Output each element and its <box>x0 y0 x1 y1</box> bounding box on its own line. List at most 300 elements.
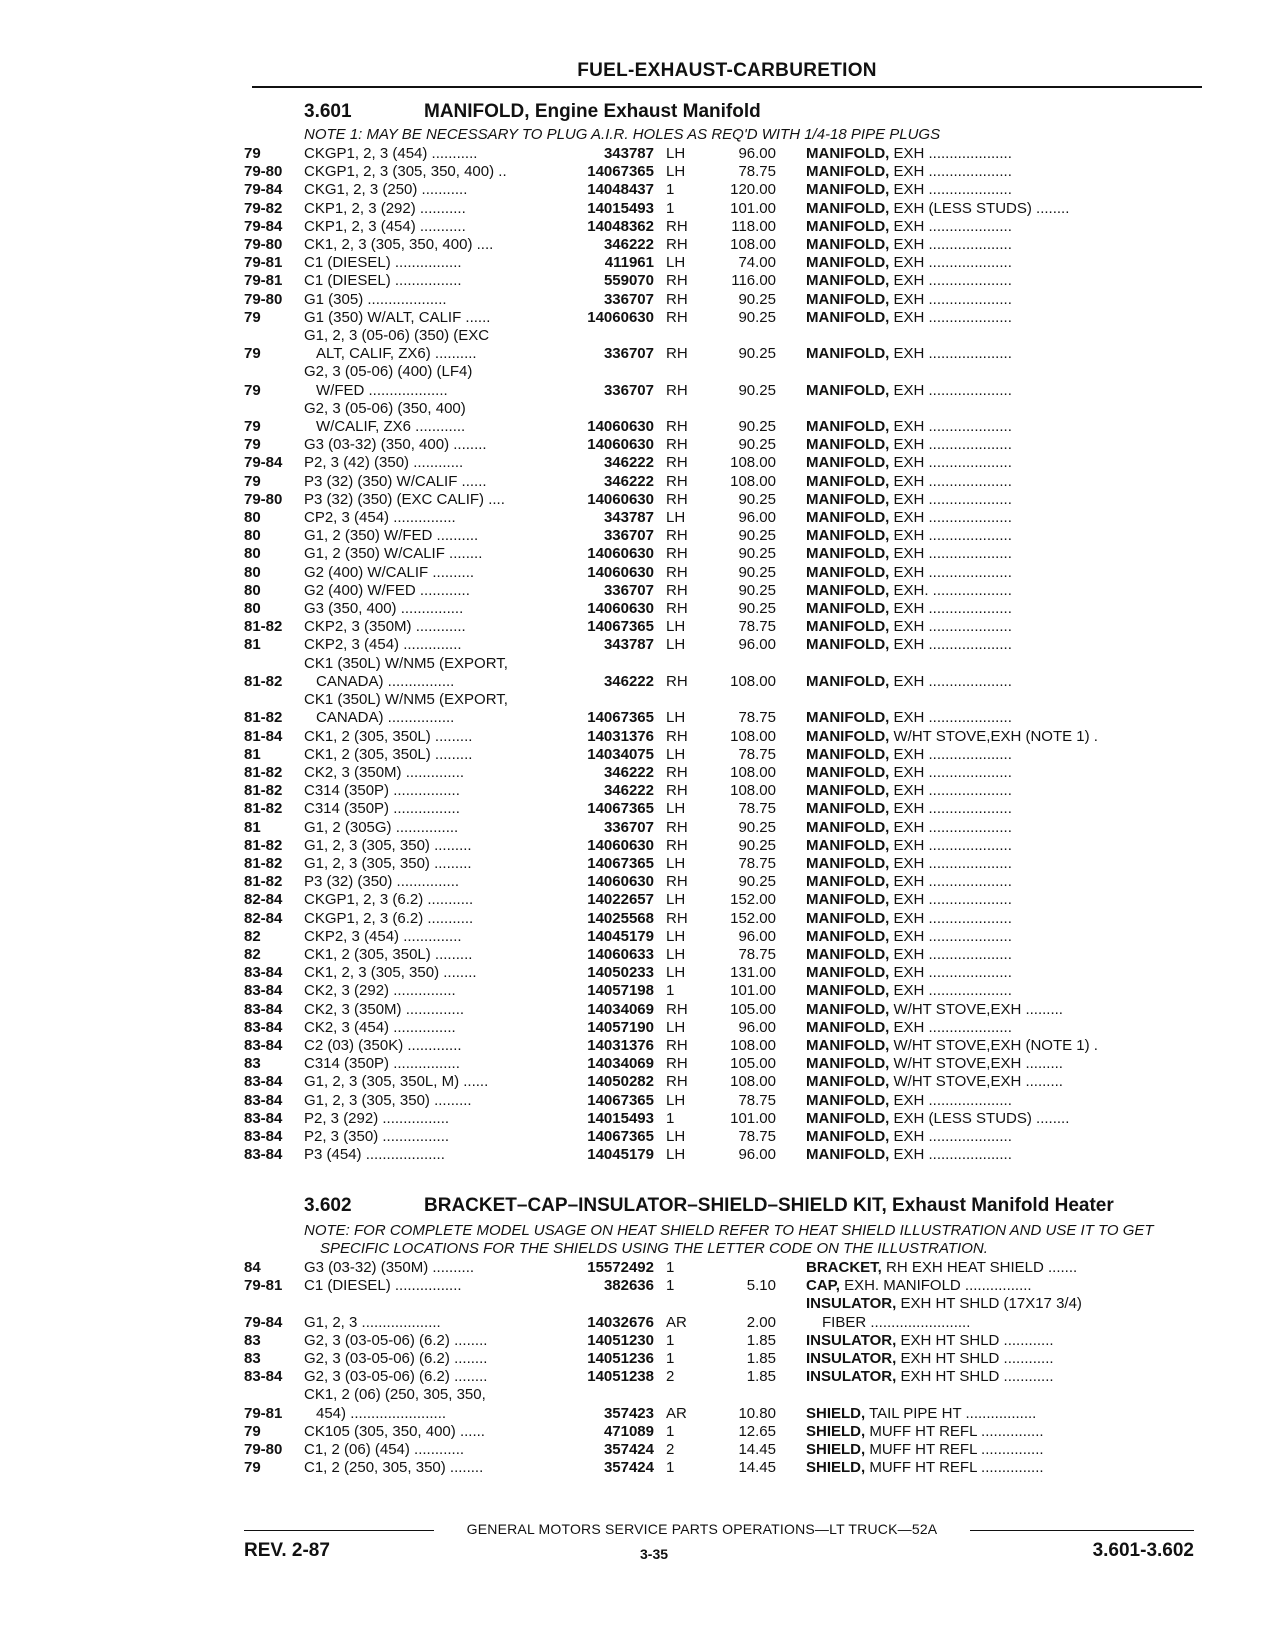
table-row <box>244 309 1202 327</box>
quantity: RH <box>666 545 688 563</box>
description-detail: EXH .................... <box>889 527 1012 545</box>
part-number: 336707 <box>603 581 654 599</box>
part-number: 14057198 <box>587 982 654 1000</box>
table-row <box>244 181 1202 199</box>
application-line: CKP1, 2, 3 (454) ........... <box>304 217 466 235</box>
model-year: 80 <box>244 527 261 545</box>
application-line: CKP2, 3 (454) .............. <box>304 927 462 945</box>
application <box>304 1423 558 1441</box>
list-price: 78.75 <box>738 945 776 963</box>
quantity: LH <box>666 1091 686 1109</box>
part-number: 336707 <box>603 818 654 836</box>
application-line: G2, 3 (03-05-06) (6.2) ........ <box>304 1350 488 1368</box>
model-year: 83-84 <box>244 1036 283 1054</box>
application-line: C2 (03) (350K) ............. <box>304 1036 462 1054</box>
application-line: CKP2, 3 (454) .............. <box>304 636 462 654</box>
description-part-name: MANIFOLD, <box>806 1055 890 1073</box>
description <box>806 1295 1202 1331</box>
table-row <box>244 600 1202 618</box>
application <box>304 545 558 563</box>
description-part-name: INSULATOR, <box>806 1368 897 1386</box>
application <box>304 691 558 727</box>
model-year: 79-80 <box>244 1441 283 1459</box>
description-part-name: MANIFOLD, <box>806 745 890 763</box>
table-row <box>244 782 1202 800</box>
application-line: G1 (350) W/ALT, CALIF ...... <box>304 308 491 326</box>
description-line <box>806 1277 1202 1295</box>
table-row <box>244 236 1202 254</box>
model-year: 79-81 <box>244 254 283 272</box>
description-part-name: SHIELD, <box>806 1459 866 1477</box>
parts-table <box>244 145 1202 1164</box>
description-line <box>806 1314 1202 1332</box>
application <box>304 946 558 964</box>
description-line <box>806 272 1202 290</box>
description-detail: EXH .................... <box>889 854 1012 872</box>
application <box>304 236 558 254</box>
list-price: 120.00 <box>730 181 776 199</box>
description <box>806 291 1202 309</box>
application <box>304 145 558 163</box>
section-3-602 <box>244 1196 1202 1477</box>
description-line <box>806 1110 1202 1128</box>
application <box>304 928 558 946</box>
description-line <box>806 382 1202 400</box>
application-line: P2, 3 (292) ................ <box>304 1109 450 1127</box>
description-part-name: MANIFOLD, <box>806 308 890 326</box>
list-price: 96.00 <box>738 1146 776 1164</box>
list-price: 108.00 <box>730 454 776 472</box>
part-number: 14050233 <box>587 964 654 982</box>
description <box>806 309 1202 327</box>
model-year: 81-84 <box>244 727 283 745</box>
description <box>806 345 1202 363</box>
description-detail: EXH .................... <box>889 490 1012 508</box>
description-line <box>806 200 1202 218</box>
application-line: G1, 2, 3 (05-06) (350) (EXC <box>304 327 490 345</box>
table-row <box>244 327 1202 363</box>
description <box>806 272 1202 290</box>
description-line <box>806 163 1202 181</box>
part-number: 14060630 <box>587 545 654 563</box>
list-price: 101.00 <box>730 982 776 1000</box>
application-line: CKGP1, 2, 3 (454) ........... <box>304 145 478 162</box>
model-year: 80 <box>244 581 261 599</box>
application <box>304 491 558 509</box>
application <box>304 655 558 691</box>
description-part-name: MANIFOLD, <box>806 381 890 399</box>
application <box>304 327 558 363</box>
description <box>806 582 1202 600</box>
description-part-name: MANIFOLD, <box>806 636 890 654</box>
model-year: 84 <box>244 1259 261 1276</box>
model-year: 79 <box>244 345 261 363</box>
description-part-name: MANIFOLD, <box>806 254 890 272</box>
description <box>806 910 1202 928</box>
description-line <box>806 891 1202 909</box>
table-row <box>244 509 1202 527</box>
description-part-name: MANIFOLD, <box>806 418 890 436</box>
description <box>806 800 1202 818</box>
part-number: 14032676 <box>587 1313 654 1331</box>
description-detail: EXH .................... <box>889 672 1012 690</box>
description <box>806 782 1202 800</box>
description-part-name: INSULATOR, <box>806 1295 897 1313</box>
description <box>806 1332 1202 1350</box>
description-line <box>806 946 1202 964</box>
application-line: P2, 3 (350) ................ <box>304 1127 450 1145</box>
table-row <box>244 291 1202 309</box>
application-line: G2, 3 (05-06) (400) (LF4) <box>304 363 473 381</box>
quantity: RH <box>666 836 688 854</box>
application <box>304 746 558 764</box>
part-number: 336707 <box>603 381 654 399</box>
description-line <box>806 764 1202 782</box>
list-price: 74.00 <box>738 254 776 272</box>
list-price: 90.25 <box>738 818 776 836</box>
description-line <box>806 1350 1202 1368</box>
application-line: G2 (400) W/FED ............ <box>304 581 470 599</box>
application-line: G1 (305) ................... <box>304 290 447 308</box>
table-row <box>244 1073 1202 1091</box>
quantity: RH <box>666 909 688 927</box>
description-part-name: MANIFOLD, <box>806 618 890 636</box>
table-row <box>244 691 1202 727</box>
list-price: 108.00 <box>730 1073 776 1091</box>
application <box>304 1350 558 1368</box>
description-detail: EXH .................... <box>889 600 1012 618</box>
model-year: 81 <box>244 636 261 654</box>
application-line: P3 (454) ................... <box>304 1146 445 1164</box>
table-row <box>244 527 1202 545</box>
table-row <box>244 819 1202 837</box>
quantity: AR <box>666 1313 687 1331</box>
model-year: 80 <box>244 545 261 563</box>
description <box>806 709 1202 727</box>
model-year: 79-80 <box>244 290 283 308</box>
description-detail: EXH .................... <box>889 563 1012 581</box>
model-year: 80 <box>244 600 261 618</box>
quantity: RH <box>666 454 688 472</box>
model-year: 83-84 <box>244 1018 283 1036</box>
application-line: G3 (03-32) (350M) .......... <box>304 1259 475 1276</box>
application-line: G2, 3 (03-05-06) (6.2) ........ <box>304 1368 488 1386</box>
table-row <box>244 1146 1202 1164</box>
table-row <box>244 764 1202 782</box>
part-number: 14060630 <box>587 600 654 618</box>
application <box>304 400 558 436</box>
part-number: 346222 <box>603 236 654 254</box>
list-price: 90.25 <box>738 381 776 399</box>
application <box>304 910 558 928</box>
application <box>304 509 558 527</box>
section-heading <box>424 102 1202 122</box>
part-number: 336707 <box>603 527 654 545</box>
description-detail: W/HT STOVE,EXH (NOTE 1) . <box>889 727 1098 745</box>
section-heading <box>424 1196 1202 1216</box>
list-price: 96.00 <box>738 145 776 162</box>
section-heading-rest: Engine Exhaust Manifold <box>529 101 761 122</box>
part-number: 14067365 <box>587 854 654 872</box>
application-line: CK1, 2, 3 (305, 350) ........ <box>304 964 477 982</box>
part-number: 14067365 <box>587 618 654 636</box>
application <box>304 1037 558 1055</box>
description-line <box>806 181 1202 199</box>
application <box>304 181 558 199</box>
table-row <box>244 1423 1202 1441</box>
list-price: 1.85 <box>746 1368 776 1386</box>
application <box>304 1146 558 1164</box>
part-number: 14067365 <box>587 1091 654 1109</box>
description-part-name: SHIELD, <box>806 1422 866 1440</box>
section-note: NOTE 1: MAY BE NECESSARY TO PLUG A.I.R. HOLES AS REQ'D WITH 1/4-18 PIPE PLUGS <box>304 126 941 143</box>
description-line <box>806 1092 1202 1110</box>
application <box>304 1386 558 1422</box>
description-line <box>806 1055 1202 1073</box>
table-row <box>244 618 1202 636</box>
description-line <box>806 800 1202 818</box>
description <box>806 564 1202 582</box>
description-detail: EXH .................... <box>889 163 1012 181</box>
table-row <box>244 363 1202 399</box>
parts-table <box>244 1259 1202 1477</box>
application <box>304 782 558 800</box>
description-line <box>806 436 1202 454</box>
application <box>304 1459 558 1477</box>
part-number: 357423 <box>603 1404 654 1422</box>
model-year: 79-84 <box>244 1313 283 1331</box>
description-line <box>806 218 1202 236</box>
model-year: 83-84 <box>244 1127 283 1145</box>
description-part-name: MANIFOLD, <box>806 1127 890 1145</box>
description-part-name: MANIFOLD, <box>806 236 890 254</box>
application-line: C314 (350P) ................ <box>304 1055 460 1073</box>
description-line <box>806 873 1202 891</box>
description-part-name: MANIFOLD, <box>806 272 890 290</box>
model-year: 79-80 <box>244 163 283 181</box>
application <box>304 1314 558 1332</box>
list-price: 90.25 <box>738 581 776 599</box>
model-year: 81 <box>244 818 261 836</box>
description-detail: EXH .................... <box>889 454 1012 472</box>
description <box>806 1459 1202 1477</box>
footer-rule-left <box>244 1530 434 1531</box>
part-number: 14045179 <box>587 927 654 945</box>
description-detail: EXH .................... <box>889 636 1012 654</box>
description <box>806 254 1202 272</box>
application <box>304 636 558 654</box>
description-detail: EXH .................... <box>889 909 1012 927</box>
description <box>806 436 1202 454</box>
list-price: 108.00 <box>730 236 776 254</box>
application-line: CK1, 2, 3 (305, 350, 400) .... <box>304 236 494 254</box>
description-detail: EXH .................... <box>889 290 1012 308</box>
description-line <box>806 236 1202 254</box>
description-part-name: MANIFOLD, <box>806 490 890 508</box>
model-year: 79-84 <box>244 454 283 472</box>
application <box>304 837 558 855</box>
description-line <box>806 982 1202 1000</box>
description-line <box>806 673 1202 691</box>
part-number: 14048437 <box>587 181 654 199</box>
application <box>304 1332 558 1350</box>
description-line <box>806 728 1202 746</box>
description-detail: MUFF HT REFL ............... <box>865 1459 1044 1477</box>
list-price: 105.00 <box>730 1055 776 1073</box>
quantity: RH <box>666 1000 688 1018</box>
description-part-name: MANIFOLD, <box>806 199 890 217</box>
application-line: CK1 (350L) W/NM5 (EXPORT, <box>304 691 508 709</box>
description-detail: EXH HT SHLD (17X17 3/4) <box>896 1295 1082 1313</box>
part-number: 14025568 <box>587 909 654 927</box>
quantity: 1 <box>666 199 675 217</box>
description-detail: EXH (LESS STUDS) ........ <box>889 1109 1070 1127</box>
description-line <box>806 454 1202 472</box>
quantity: AR <box>666 1404 687 1422</box>
description-detail: EXH .................... <box>889 1091 1012 1109</box>
footer-publisher: GENERAL MOTORS SERVICE PARTS OPERATIONS—LT TRUCK—52A <box>466 1521 938 1537</box>
description <box>806 509 1202 527</box>
description-part-name: MANIFOLD, <box>806 581 890 599</box>
description-line <box>806 582 1202 600</box>
application-line: CKGP1, 2, 3 (6.2) ........... <box>304 909 474 927</box>
model-year: 79 <box>244 418 261 436</box>
description-detail: EXH. ................... <box>889 581 1012 599</box>
part-number: 14048362 <box>587 217 654 235</box>
table-row <box>244 946 1202 964</box>
model-year: 83-84 <box>244 982 283 1000</box>
description-detail: EXH .................... <box>889 836 1012 854</box>
list-price: 90.25 <box>738 436 776 454</box>
table-row <box>244 1386 1202 1422</box>
application-line: G3 (350, 400) ............... <box>304 600 464 618</box>
description-detail: EXH .................... <box>889 800 1012 818</box>
section-heading-rest: Exhaust Manifold Heater <box>886 1195 1114 1216</box>
quantity: 1 <box>666 1422 675 1440</box>
list-price: 90.25 <box>738 490 776 508</box>
description <box>806 454 1202 472</box>
application-line: C1 (DIESEL) ................ <box>304 254 462 272</box>
part-number: 14031376 <box>587 727 654 745</box>
model-year: 81 <box>244 745 261 763</box>
description-line <box>806 491 1202 509</box>
description-part-name: INSULATOR, <box>806 1350 897 1368</box>
application <box>304 618 558 636</box>
table-row <box>244 200 1202 218</box>
model-year: 79-80 <box>244 490 283 508</box>
list-price: 152.00 <box>730 909 776 927</box>
description-part-name: MANIFOLD, <box>806 290 890 308</box>
quantity: 1 <box>666 1277 675 1295</box>
list-price: 1.85 <box>746 1350 776 1368</box>
application <box>304 1055 558 1073</box>
description-line <box>806 1405 1202 1423</box>
application <box>304 1259 558 1277</box>
list-price: 78.75 <box>738 800 776 818</box>
quantity: RH <box>666 527 688 545</box>
quantity: RH <box>666 418 688 436</box>
description-line <box>806 509 1202 527</box>
application-line: P3 (32) (350) W/CALIF ...... <box>304 472 487 490</box>
application-line: G1, 2, 3 (305, 350) ......... <box>304 854 472 872</box>
section-heading-main: MANIFOLD, <box>424 101 530 122</box>
description-line <box>806 473 1202 491</box>
quantity: RH <box>666 763 688 781</box>
model-year: 81-82 <box>244 836 283 854</box>
quantity: RH <box>666 1055 688 1073</box>
description-part-name: MANIFOLD, <box>806 1000 890 1018</box>
list-price: 108.00 <box>730 763 776 781</box>
application-line: C314 (350P) ................ <box>304 782 460 800</box>
table-row <box>244 655 1202 691</box>
part-number: 14022657 <box>587 891 654 909</box>
description-part-name: MANIFOLD, <box>806 782 890 800</box>
application-line: C1, 2 (06) (454) ............ <box>304 1441 465 1459</box>
table-row <box>244 1037 1202 1055</box>
quantity: 1 <box>666 181 675 199</box>
application <box>304 764 558 782</box>
model-year: 81-82 <box>244 854 283 872</box>
quantity: LH <box>666 618 686 636</box>
description-line <box>806 746 1202 764</box>
description-detail: EXH HT SHLD ............ <box>896 1368 1054 1386</box>
application <box>304 1277 558 1295</box>
list-price: 108.00 <box>730 782 776 800</box>
description-line <box>806 1332 1202 1350</box>
part-number: 14060630 <box>587 436 654 454</box>
description-line <box>806 964 1202 982</box>
description-detail: EXH .................... <box>889 1018 1012 1036</box>
part-number: 14031376 <box>587 1036 654 1054</box>
description-part-name: MANIFOLD, <box>806 509 890 527</box>
application-line: CK1 (350L) W/NM5 (EXPORT, <box>304 654 508 672</box>
description-line <box>806 345 1202 363</box>
description-detail: EXH .................... <box>889 964 1012 982</box>
description <box>806 1423 1202 1441</box>
application <box>304 527 558 545</box>
list-price: 101.00 <box>730 1109 776 1127</box>
table-row <box>244 1295 1202 1331</box>
list-price: 90.25 <box>738 527 776 545</box>
model-year: 82-84 <box>244 909 283 927</box>
quantity: RH <box>666 873 688 891</box>
description-detail: EXH .................... <box>889 308 1012 326</box>
part-number: 471089 <box>603 1422 654 1440</box>
application-line: CP2, 3 (454) ............... <box>304 509 456 527</box>
description <box>806 1441 1202 1459</box>
application <box>304 819 558 837</box>
description-part-name: MANIFOLD, <box>806 836 890 854</box>
application-line: G1, 2, 3 (305, 350) ......... <box>304 836 472 854</box>
table-row <box>244 1001 1202 1019</box>
model-year: 82 <box>244 927 261 945</box>
description-part-name: MANIFOLD, <box>806 545 890 563</box>
description-detail: EXH .................... <box>889 763 1012 781</box>
quantity: LH <box>666 1146 686 1164</box>
description <box>806 982 1202 1000</box>
application <box>304 1019 558 1037</box>
application <box>304 291 558 309</box>
description-line <box>806 1019 1202 1037</box>
section-title <box>244 1196 1202 1216</box>
table-row <box>244 800 1202 818</box>
application-line: C1 (DIESEL) ................ <box>304 1277 462 1295</box>
description <box>806 891 1202 909</box>
table-row <box>244 928 1202 946</box>
description-line <box>806 618 1202 636</box>
list-price: 152.00 <box>730 891 776 909</box>
quantity: LH <box>666 964 686 982</box>
